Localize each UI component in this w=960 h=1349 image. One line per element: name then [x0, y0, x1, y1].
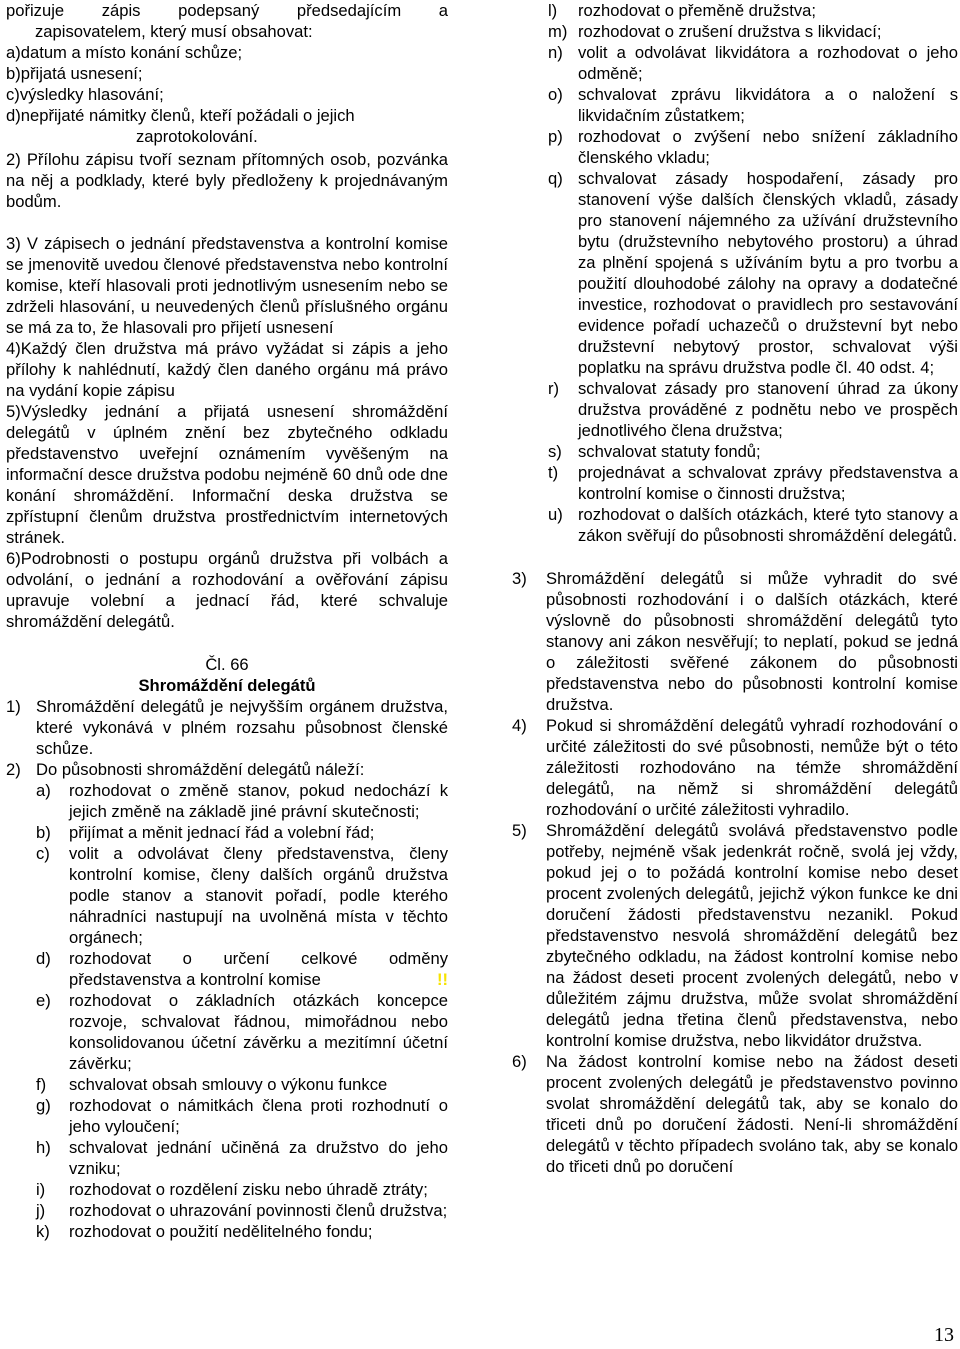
intro-line: pořizuje zápis podepsaný předsedajícím a: [6, 1, 448, 20]
item-label: e): [36, 991, 51, 1010]
item-label: g): [36, 1096, 51, 1115]
section-1: [6, 696, 448, 759]
item-text: rozhodovat o základních otázkách koncepce rozvoje, schvalovat řádnou, mimořádnou nebo konsolidovanou účetní závěrku a mezitímní účetní závěrku;: [69, 991, 448, 1073]
section-label: 5): [512, 821, 527, 840]
section-6: [512, 1051, 958, 1177]
item-label: f): [36, 1075, 47, 1094]
item-label: t): [548, 463, 559, 482]
list-item: [36, 1095, 448, 1137]
right-sections: [512, 568, 958, 1177]
item-label: q): [548, 169, 563, 188]
item-label: s): [548, 442, 562, 461]
list-item: [36, 843, 448, 948]
item-label: j): [36, 1201, 46, 1220]
list-item: [36, 1179, 448, 1200]
paragraph-2: 2) Přílohu zápisu tvoří seznam přítomných osob, pozvánka na něj a podklady, které byly předloženy k projednávaným bodům.: [6, 150, 448, 211]
item-label: u): [548, 505, 563, 524]
intro-line: zapisovatelem, který musí obsahovat:: [35, 22, 313, 41]
section-text: Pokud si shromáždění delegátů vyhradí rozhodování o určité záležitosti do své působnosti, nemůže být o této záležitosti rozhodováno na témže shromáždění delegátů, na němž si shromáždění delegátů rozhodování o určité záležitosti vyhradilo.: [546, 716, 958, 819]
list-item: [512, 462, 958, 504]
item-text: rozhodovat o dalších otázkách, které tyto stanovy a zákon svěřují do působnosti shromáždění delegátů.: [578, 505, 958, 545]
section-text: Shromáždění delegátů svolává představenstvo podle potřeby, nejméně však jedenkrát ročně, svolá jej vždy, pokud jej o to požádá kontrolní komise nebo deset procent zvolených delegátů, jejichž výkon funkce ke dni doručení žádosti představenstvu nezanikl. Pokud představenstvo nesvolá shromáždění delegátů bez zbytečného odkladu, na žádost kontrolní komise nebo na žádost deseti procent zvolených delegátů, nebo v důležitém zájmu družstva, může svolat shromáždění delegátů jedna třetina členů představenstva, nebo kontrolní komise družstva, nebo likvidátor družstva.: [546, 821, 958, 1050]
item-text: přijímat a měnit jednací řád a volební řád;: [69, 823, 375, 842]
item-label: l): [548, 1, 558, 20]
section-text: Do působnosti shromáždění delegátů náleží:: [36, 760, 365, 779]
list-item: [512, 0, 958, 21]
section-2: [6, 759, 448, 780]
list-item: [512, 84, 958, 126]
intro-line: d)nepřijaté námitky členů, kteří požádali o jejich: [6, 106, 355, 125]
intro-line: zaprotokolování.: [136, 127, 258, 146]
paragraph-5: 5)Výsledky jednání a přijatá usnesení shromáždění delegátů v úplném znění bez zbytečného odkladu představenstvo uveřejní oznámením vyvěšeným na informační desce družstva podobu nejméně 60 dnů ode dne konání shromáždění. Informační deska družstva se zpřístupní členům družstva prostřednictvím internetových stránek.: [6, 402, 448, 547]
list-item: [36, 1137, 448, 1179]
item-text: schvalovat zásady hospodaření, zásady pro stanovení výše dalších členských vkladů, zásady pro stanovení nájemného za užívání družstevního bytu (družstevního nebytového prostoru) a úhrad za plnění spojená s užíváním bytu a pro tvorbu a použití dlouhodobé zálohy na opravy a dodatečné investice, rozhodovat o pravidlech pro sestavování evidence pořadí uchazečů o družstevní byt nebo družstevní nebytový prostor, schvalovat výši poplatku na správu družstva podle čl. 40 odst. 4;: [578, 169, 958, 377]
intro-line: a)datum a místo konání schůze;: [6, 43, 243, 62]
section-5: [512, 820, 958, 1051]
list-item: [512, 504, 958, 546]
item-label: a): [36, 781, 51, 800]
item-text: rozhodovat o použití nedělitelného fondu;: [69, 1222, 373, 1241]
section-label: 2): [6, 760, 21, 779]
list-item: [512, 168, 958, 378]
list-item: [36, 948, 448, 990]
section-label: 4): [512, 716, 527, 735]
item-text: schvalovat zásady pro stanovení úhrad za úkony družstva prováděné z podnětu nebo ve prospěch jednotlivého člena družstva;: [578, 379, 958, 440]
section-4: [512, 715, 958, 820]
item-text: rozhodovat o přeměně družstva;: [578, 1, 816, 20]
list-item: [36, 1200, 448, 1221]
list-item: [36, 822, 448, 843]
item-text: rozhodovat o zvýšení nebo snížení základního členského vkladu;: [578, 127, 958, 167]
list-item: [36, 780, 448, 822]
item-text: projednávat a schvalovat zprávy představenstva a kontrolní komise o činnosti družstva;: [578, 463, 958, 503]
list-item: [36, 990, 448, 1074]
item-label: b): [36, 823, 51, 842]
item-text: rozhodovat o změně stanov, pokud nedochází k jejich změně na základě jiné právní skutečnosti;: [69, 781, 448, 821]
item-text: rozhodovat o zrušení družstva s likvidací;: [578, 22, 882, 41]
item-text: schvalovat jednání učiněná za družstvo do jeho vzniku;: [69, 1138, 448, 1178]
item-text: [69, 948, 448, 990]
item-text: volit a odvolávat členy představenstva, členy kontrolní komise, členy dalších orgánů družstva podle stanov a stanovit pořadí, podle kterého náhradníci nastupují na uvolněná místa v těchto orgánech;: [69, 844, 448, 947]
item-label: n): [548, 43, 563, 62]
intro-line: b)přijatá usnesení;: [6, 64, 143, 83]
highlight-marker: !!: [436, 970, 448, 989]
item-text: schvalovat zprávu likvidátora a o naložení s likvidačním zůstatkem;: [578, 85, 958, 125]
item-text: schvalovat statuty fondů;: [578, 442, 761, 461]
intro-line: c)výsledky hlasování;: [6, 85, 164, 104]
list-item: [36, 1074, 448, 1095]
section-text: Shromáždění delegátů je nejvyšším orgánem družstva, které vykonává v plném rozsahu působnost členské schůze.: [36, 697, 448, 758]
item-label: k): [36, 1222, 50, 1241]
item-label: r): [548, 379, 560, 398]
item-text: rozhodovat o rozdělení zisku nebo úhradě ztráty;: [69, 1180, 428, 1199]
item-label: h): [36, 1138, 51, 1157]
section-text: Na žádost kontrolní komise nebo na žádost deseti procent zvolených delegátů je představenstvo povinno svolat shromáždění delegátů tak, aby se konalo do třiceti dnů po doručení žádosti. Není-li shromáždění delegátů v těchto případech svoláno tak, aby se konalo do třiceti dnů po doručení: [546, 1052, 958, 1176]
left-item-list: [6, 780, 448, 1242]
section-label: 3): [512, 569, 527, 588]
section-label: 1): [6, 697, 21, 716]
article-title: Shromáždění delegátů: [138, 676, 316, 695]
list-item: [512, 21, 958, 42]
right-column: [512, 0, 958, 1177]
item-label: c): [36, 844, 50, 863]
right-item-list: [512, 0, 958, 546]
item-text: rozhodovat o uhrazování povinnosti členů družstva;: [69, 1201, 448, 1220]
section-3: [512, 568, 958, 715]
section-label: 6): [512, 1052, 527, 1071]
left-column: [6, 0, 448, 1242]
article-number: Čl. 66: [205, 655, 249, 674]
list-item: [512, 378, 958, 441]
item-text: rozhodovat o námitkách člena proti rozhodnutí o jeho vyloučení;: [69, 1096, 448, 1136]
paragraph-3: 3) V zápisech o jednání představenstva a kontrolní komise se jmenovitě uvedou členové představenstva nebo kontrolní komise, kteří hlasovali proti jednotlivým usnesením nebo se zdrželi hlasování, u neuvedených členů příslušného orgánu se má za to, že hlasovali pro přijetí usnesení: [6, 234, 448, 337]
paragraph-4: 4)Každý člen družstva má právo vyžádat si zápis a jeho přílohy k nahlédnutí, každý člen daného orgánu má právo na vydání kopie zápisu: [6, 339, 448, 400]
paragraph-6: 6)Podrobnosti o postupu orgánů družstva při volbách a odvolání, o jednání a rozhodování a ověřování zápisu upravuje volební a jednací řád, které schvaluje shromáždění delegátů.: [6, 549, 448, 631]
item-text-body: rozhodovat o určení celkové odměny představenstva a kontrolní komise: [69, 949, 448, 989]
page-number: 13: [934, 1324, 954, 1346]
item-label: p): [548, 127, 563, 146]
item-label: i): [36, 1180, 46, 1199]
list-item: [512, 441, 958, 462]
section-text: Shromáždění delegátů si může vyhradit do své působnosti rozhodování i o dalších otázkách, které výslovně do působnosti shromáždění delegátů tyto stanovy ani zákon nesvěřují; to neplatí, pokud se jedná o záležitosti svěřené zákonem do působnosti představenstva nebo do působnosti kontrolní komise družstva.: [546, 569, 958, 714]
item-text: schvalovat obsah smlouvy o výkonu funkce: [69, 1075, 388, 1094]
item-label: d): [36, 949, 51, 968]
item-label: m): [548, 22, 568, 41]
list-item: [512, 126, 958, 168]
item-text: volit a odvolávat likvidátora a rozhodovat o jeho odměně;: [578, 43, 958, 83]
list-item: [36, 1221, 448, 1242]
list-item: [512, 42, 958, 84]
item-label: o): [548, 85, 563, 104]
